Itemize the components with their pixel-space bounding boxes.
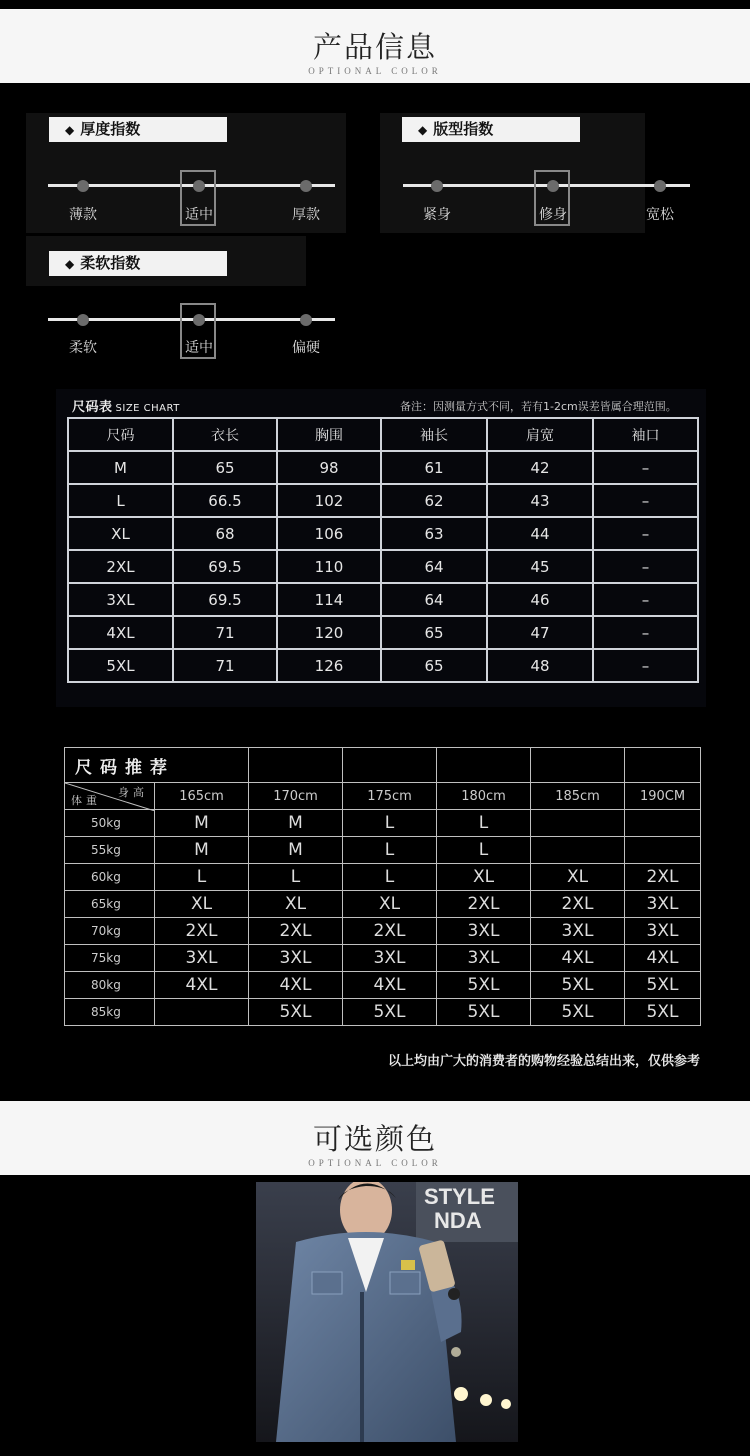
diamond-icon: ◆: [418, 123, 428, 137]
fit-dot-1: [431, 180, 443, 192]
fit-option: 宽松: [646, 207, 674, 223]
fit-option: 修身: [539, 207, 567, 223]
softness-option: 偏硬: [292, 340, 320, 356]
recommend-size-cell: 4XL: [155, 972, 249, 999]
recommend-size-cell: XL: [343, 891, 437, 918]
size-chart-header-cell: 袖口: [593, 418, 698, 451]
size-chart-cell: 66.5: [173, 484, 277, 517]
size-chart-cell: XL: [68, 517, 173, 550]
size-chart-cell: 68: [173, 517, 277, 550]
recommend-size-cell: 3XL: [343, 945, 437, 972]
recommend-size-cell: M: [249, 837, 343, 864]
size-chart-cell: M: [68, 451, 173, 484]
size-chart-cell: –: [593, 517, 698, 550]
recommend-size-cell: 5XL: [531, 999, 625, 1026]
recommend-row: [65, 945, 701, 972]
recommend-size-cell: 5XL: [343, 999, 437, 1026]
size-chart-cell: 65: [173, 451, 277, 484]
recommend-size-cell: 3XL: [437, 918, 531, 945]
size-chart-row: [68, 451, 698, 484]
height-weight-corner: [65, 783, 155, 810]
size-chart-cell: 61: [381, 451, 487, 484]
sign-text-1: STYLE: [424, 1184, 495, 1209]
size-chart-cell: 69.5: [173, 550, 277, 583]
recommend-empty-cell: [249, 748, 343, 783]
recommend-size-cell: M: [249, 810, 343, 837]
size-chart-cell: 63: [381, 517, 487, 550]
size-chart-cell: 110: [277, 550, 381, 583]
size-chart-cell: 43: [487, 484, 593, 517]
size-chart-cell: 2XL: [68, 550, 173, 583]
weight-cell: 80kg: [65, 972, 155, 999]
recommend-size-cell: L: [155, 864, 249, 891]
thickness-option: 适中: [185, 207, 213, 223]
fit-option: 紧身: [423, 207, 451, 223]
size-chart-row: [68, 484, 698, 517]
recommend-size-cell: L: [343, 864, 437, 891]
size-chart-cell: 71: [173, 616, 277, 649]
fit-label: ◆ 版型指数: [402, 117, 580, 142]
recommend-size-cell: [155, 999, 249, 1026]
height-header-cell: 165cm: [155, 783, 249, 810]
size-chart-cell: 65: [381, 649, 487, 682]
size-chart-row: [68, 550, 698, 583]
size-chart-cell: 114: [277, 583, 381, 616]
recommend-size-cell: 2XL: [155, 918, 249, 945]
softness-dot-3: [300, 314, 312, 326]
size-chart-header-cell: 衣长: [173, 418, 277, 451]
size-chart-cell: 126: [277, 649, 381, 682]
size-chart-cell: 42: [487, 451, 593, 484]
section-subtitle: OPTIONAL COLOR: [308, 66, 442, 76]
recommend-size-cell: M: [155, 810, 249, 837]
section-title: 可选颜色: [312, 1122, 437, 1156]
thickness-dot-3: [300, 180, 312, 192]
recommend-size-cell: 5XL: [437, 972, 531, 999]
recommend-size-cell: [531, 810, 625, 837]
size-chart-cell: 45: [487, 550, 593, 583]
recommend-empty-cell: [531, 748, 625, 783]
recommend-size-cell: 4XL: [625, 945, 701, 972]
size-chart-cell: 47: [487, 616, 593, 649]
size-chart-cell: 4XL: [68, 616, 173, 649]
recommend-size-cell: 2XL: [437, 891, 531, 918]
recommend-row: [65, 972, 701, 999]
softness-label: ◆ 柔软指数: [49, 251, 227, 276]
recommend-size-cell: 3XL: [625, 918, 701, 945]
recommend-footnote: 以上均由广大的消费者的购物经验总结出来，仅供参考: [387, 1054, 700, 1069]
size-chart-note: 备注：因测量方式不同，若有1-2cm误差皆属合理范围。: [400, 400, 677, 413]
size-recommend-table: [64, 747, 701, 1026]
size-chart-cell: 106: [277, 517, 381, 550]
softness-dot-1: [77, 314, 89, 326]
recommend-size-cell: 5XL: [625, 999, 701, 1026]
sign-text-2: NDA: [434, 1208, 482, 1233]
height-header-cell: 180cm: [437, 783, 531, 810]
recommend-row: [65, 837, 701, 864]
size-chart-cell: 69.5: [173, 583, 277, 616]
height-label: 身高: [118, 786, 148, 799]
section-subtitle: OPTIONAL COLOR: [308, 1158, 442, 1168]
weight-cell: 85kg: [65, 999, 155, 1026]
recommend-size-cell: 2XL: [343, 918, 437, 945]
size-chart-cell: 102: [277, 484, 381, 517]
recommend-size-cell: L: [437, 810, 531, 837]
recommend-size-cell: XL: [531, 864, 625, 891]
diamond-icon: ◆: [65, 257, 75, 271]
size-chart-cell: 5XL: [68, 649, 173, 682]
color-options-header: [0, 1101, 750, 1175]
recommend-size-cell: [625, 837, 701, 864]
size-chart-cell: –: [593, 616, 698, 649]
recommend-size-cell: 2XL: [625, 864, 701, 891]
thickness-label: ◆ 厚度指数: [49, 117, 227, 142]
weight-cell: 70kg: [65, 918, 155, 945]
height-header-cell: 190CM: [625, 783, 701, 810]
thickness-option: 薄款: [69, 207, 97, 223]
recommend-size-cell: XL: [155, 891, 249, 918]
size-chart-cell: –: [593, 550, 698, 583]
weight-cell: 55kg: [65, 837, 155, 864]
size-chart-row: [68, 616, 698, 649]
size-chart-cell: 64: [381, 583, 487, 616]
recommend-size-cell: L: [249, 864, 343, 891]
recommend-size-cell: 3XL: [155, 945, 249, 972]
weight-cell: 60kg: [65, 864, 155, 891]
size-chart-cell: –: [593, 451, 698, 484]
size-chart-cell: –: [593, 649, 698, 682]
recommend-size-cell: 4XL: [531, 945, 625, 972]
size-chart-cell: 44: [487, 517, 593, 550]
recommend-size-cell: 3XL: [531, 918, 625, 945]
recommend-row: [65, 864, 701, 891]
product-info-header: [0, 9, 750, 83]
model-denim-jacket-image: [256, 1182, 518, 1442]
recommend-size-cell: L: [343, 810, 437, 837]
recommend-size-cell: 5XL: [437, 999, 531, 1026]
weight-cell: 65kg: [65, 891, 155, 918]
size-chart-row: [68, 649, 698, 682]
size-chart-cell: 46: [487, 583, 593, 616]
size-chart-row: [68, 517, 698, 550]
diamond-icon: ◆: [65, 123, 75, 137]
recommend-row: [65, 999, 701, 1026]
size-chart-header-cell: 胸围: [277, 418, 381, 451]
recommend-size-cell: M: [155, 837, 249, 864]
section-title: 产品信息: [312, 30, 437, 64]
recommend-size-cell: XL: [437, 864, 531, 891]
size-chart-cell: 3XL: [68, 583, 173, 616]
recommend-size-cell: 3XL: [249, 945, 343, 972]
height-header-cell: 185cm: [531, 783, 625, 810]
recommend-size-cell: 2XL: [249, 918, 343, 945]
weight-cell: 75kg: [65, 945, 155, 972]
size-chart-title: 尺码表 SIZE CHART: [72, 400, 180, 415]
size-chart-table: [67, 417, 699, 683]
size-chart-cell: –: [593, 484, 698, 517]
size-chart-cell: 120: [277, 616, 381, 649]
recommend-row: [65, 810, 701, 837]
size-chart-header-cell: 袖长: [381, 418, 487, 451]
size-chart-cell: 71: [173, 649, 277, 682]
recommend-size-cell: 4XL: [249, 972, 343, 999]
thickness-dot-1: [77, 180, 89, 192]
recommend-size-cell: 5XL: [625, 972, 701, 999]
size-chart-row: [68, 583, 698, 616]
size-chart-cell: –: [593, 583, 698, 616]
recommend-size-cell: L: [437, 837, 531, 864]
softness-option: 柔软: [69, 340, 97, 356]
weight-cell: 50kg: [65, 810, 155, 837]
size-chart-cell: L: [68, 484, 173, 517]
softness-option: 适中: [185, 340, 213, 356]
recommend-size-cell: L: [343, 837, 437, 864]
recommend-row: [65, 891, 701, 918]
product-photo: [256, 1182, 518, 1442]
recommend-size-cell: 3XL: [625, 891, 701, 918]
recommend-row: [65, 918, 701, 945]
recommend-size-cell: 3XL: [437, 945, 531, 972]
size-chart-cell: 64: [381, 550, 487, 583]
recommend-size-cell: [625, 810, 701, 837]
height-header-cell: 175cm: [343, 783, 437, 810]
recommend-size-cell: 5XL: [249, 999, 343, 1026]
size-chart-header-cell: 肩宽: [487, 418, 593, 451]
recommend-size-cell: 4XL: [343, 972, 437, 999]
recommend-size-cell: 2XL: [531, 891, 625, 918]
recommend-empty-cell: [437, 748, 531, 783]
size-chart-cell: 65: [381, 616, 487, 649]
height-header-cell: 170cm: [249, 783, 343, 810]
size-chart-header-cell: 尺码: [68, 418, 173, 451]
size-chart-cell: 98: [277, 451, 381, 484]
weight-label: 体重: [71, 794, 101, 807]
recommend-size-cell: XL: [249, 891, 343, 918]
recommend-title: 尺码推荐: [65, 748, 249, 783]
recommend-empty-cell: [625, 748, 701, 783]
size-chart-cell: 48: [487, 649, 593, 682]
fit-dot-3: [654, 180, 666, 192]
recommend-empty-cell: [343, 748, 437, 783]
thickness-option: 厚款: [292, 207, 320, 223]
recommend-size-cell: 5XL: [531, 972, 625, 999]
recommend-size-cell: [531, 837, 625, 864]
size-chart-cell: 62: [381, 484, 487, 517]
